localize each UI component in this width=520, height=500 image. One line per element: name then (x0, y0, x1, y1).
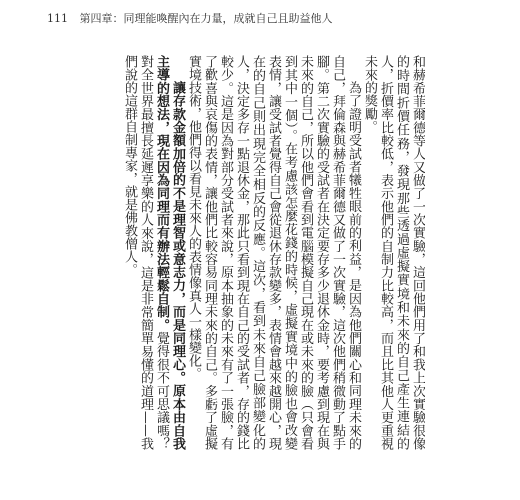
vertical-body-text (105, 55, 425, 450)
paragraph-3 (121, 55, 185, 450)
paragraph-2: 為了證明受試者犧牲眼前的利益，是因為他們關心和同理未來的自己，拜倫森與赫希菲爾德又做了一次實驗，這次他們稍微動了點手腳。第二次實驗的受試者在決定要存多少退休金時，要考慮到現在與未來的自己，所以他們會看到電腦模擬自己現在或未來的臉（只會看到其中一個）。在考慮該怎麼花錢的時候，虛擬實境中的臉也會改變表情，讓受試者覺得自己會從退休存款變多，表情會越來越開心，現在的自己則出現完全相反的反應。這次，看到未來自己臉部變化的人，決定多存一點退休金，那此只看到現在自己的受試者，存的錢比較少。這是因為對部分受試者來說，原本抽象的未來有了一張臉，有了歡喜與哀傷的表情，讓他們比較容易同理未來的自己。多虧了虛擬實境技術，他們得以看見未來人的表情像真人一樣變化。 (186, 55, 361, 450)
paragraph-3-bold-lead: 讓存款金額加倍的不是理智或意志力，而是同理心。原本由自我主導的想法，現在因為同理而有辦法輕鬆自制。 (154, 55, 185, 450)
paragraph-3-rest: 覺得很不可思議嗎？對全世界最擅長延遲享樂的人來說，這是非常簡單易懂的道理——我們說的這群自制專家，就是佛教僧人。 (122, 55, 169, 450)
paragraph-1: 和赫希菲爾德等人又做了一次實驗，這回他們用了和我上次實驗很像的時間折價任務，發現那些透過虛擬實境和未來的自己產生連結的人，折價率比較低，表示他們的自制力比較高，而且比其他人更重視未來的獎勵。 (362, 55, 425, 450)
running-header (47, 10, 500, 26)
chapter-title: 第四章：同理能喚醒內在力量，成就自己且助益他人 (79, 12, 333, 25)
page-number: 111 (47, 12, 68, 25)
